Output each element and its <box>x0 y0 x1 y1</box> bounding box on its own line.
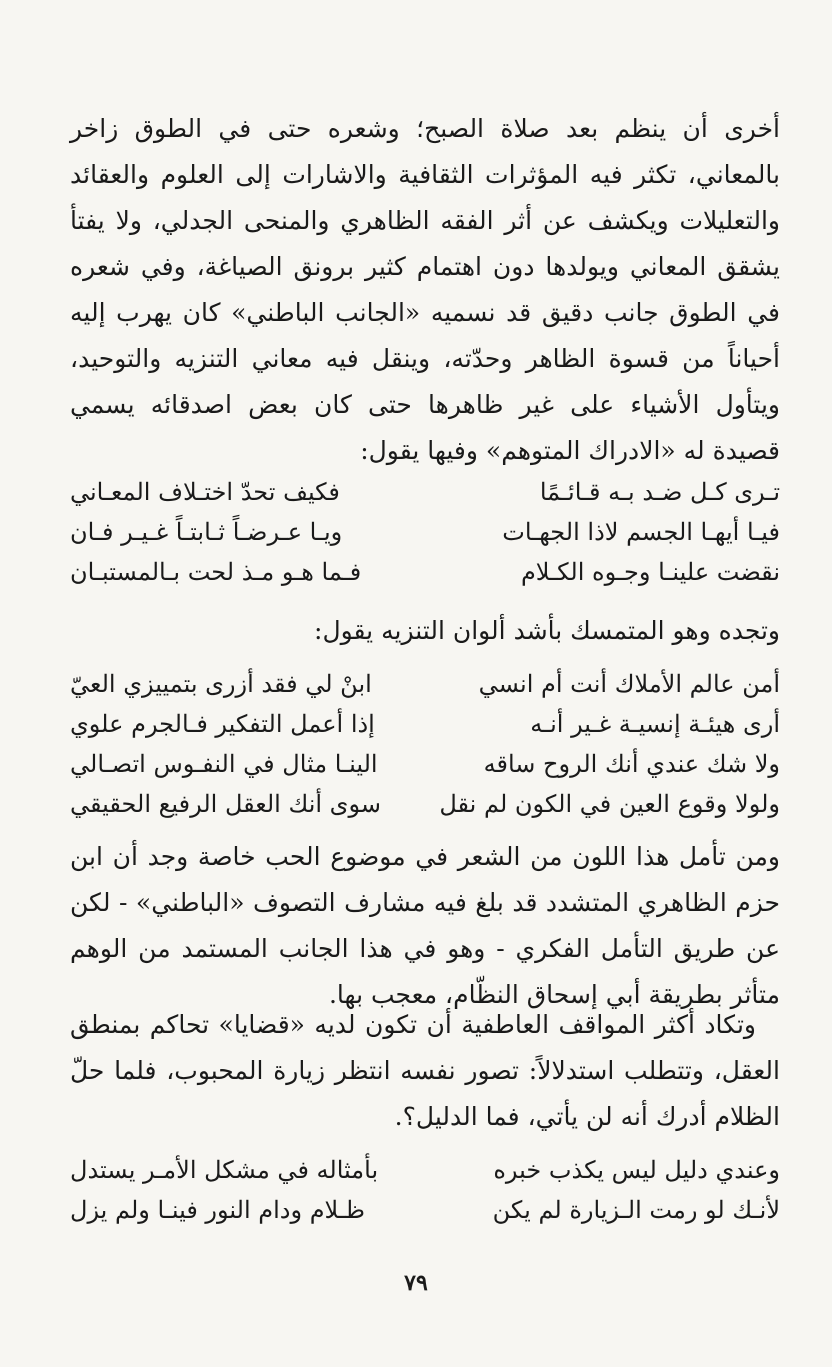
verse-hemistich-second: ابنْ لي فقد أزرى بتمييزي العيّ <box>70 670 372 698</box>
verse-line <box>70 552 780 592</box>
verse-hemistich-first: أرى هيئـة إنسيـة غـير أنـه <box>530 710 780 738</box>
verse-hemistich-second: ويـا عـرضـاً ثـابتـاً غـيـر فـان <box>70 518 343 546</box>
paragraph-text: وتجده وهو المتمسك بأشد ألوان التنزيه يقول: <box>314 616 780 645</box>
verse-block-2 <box>70 664 780 824</box>
verse-hemistich-second: سوى أنك العقل الرفيع الحقيقي <box>70 790 381 818</box>
paragraph-text: وتكاد أكثر المواقف العاطفية أن تكون لديه «قضايا» تحاكم بمنطق العقل، وتتطلب استدلالاً: تصور نفسه انتظر زيارة المحبوب، فلما حلّ الظلام أدرك أنه لن يأتي، فما الدليل؟. <box>70 1010 780 1131</box>
page-number: ٧٩ <box>404 1270 428 1296</box>
verse-hemistich-second: فـما هـو مـذ لحت بـالمستبـان <box>70 558 362 586</box>
verse-hemistich-first: فيـا أيهـا الجسم لاذا الجهـات <box>502 518 780 546</box>
verse-hemistich-first: ولا شك عندي أنك الروح ساقه <box>483 750 780 778</box>
paragraph-2 <box>70 608 780 654</box>
verse-block-1 <box>70 472 780 592</box>
verse-line <box>70 744 780 784</box>
verse-hemistich-first: أمن عالم الأملاك أنت أم انسي <box>478 670 780 698</box>
verse-hemistich-second: إذا أعمل التفكير فـالجرم علوي <box>70 710 375 738</box>
verse-hemistich-second: فكيف تحدّ اختـلاف المعـاني <box>70 478 340 506</box>
verse-hemistich-second: بأمثاله في مشكل الأمـر يستدل <box>70 1156 379 1184</box>
paragraph-text: ومن تأمل هذا اللون من الشعر في موضوع الحب خاصة وجد أن ابن حزم الظاهري المتشدد قد بلغ فيه مشارف التصوف «الباطني» - لكن عن طريق التأمل الفكري - وهو في هذا الجانب المستمد من الوهم متأثر بطريقة أبي إسحاق النظّام، معجب بها. <box>70 842 780 1009</box>
paragraph-1 <box>70 106 780 474</box>
verse-hemistich-first: ولولا وقوع العين في الكون لم نقل <box>439 790 780 818</box>
paragraph-4 <box>70 1002 780 1140</box>
paragraph-3 <box>70 834 780 1018</box>
verse-line <box>70 784 780 824</box>
verse-hemistich-first: نقضت علينـا وجـوه الكـلام <box>520 558 780 586</box>
verse-hemistich-first: تـرى كـل ضـد بـه قـائـمًا <box>539 478 780 506</box>
verse-block-3 <box>70 1150 780 1230</box>
verse-line <box>70 704 780 744</box>
verse-line <box>70 512 780 552</box>
verse-line <box>70 1150 780 1190</box>
verse-hemistich-first: وعندي دليل ليس يكذب خبره <box>493 1156 780 1184</box>
verse-hemistich-second: ظـلام ودام النور فينـا ولم يزل <box>70 1196 366 1224</box>
verse-hemistich-second: الينـا مثال في النفـوس اتصـالي <box>70 750 378 778</box>
paragraph-text: أخرى أن ينظم بعد صلاة الصبح؛ وشعره حتى في الطوق زاخر بالمعاني، تكثر فيه المؤثرات الثقافية والاشارات إلى العلوم والعقائد والتعليلات ويكشف عن أثر الفقه الظاهري والمنحى الجدلي، ولا يفتأ يشقق المعاني ويولدها دون اهتمام كثير برونق الصياغة، وفي شعره في الطوق جانب دقيق قد نسميه «الجانب الباطني» كان يهرب إليه أحياناً من قسوة الظاهر وحدّته، وينقل فيه معاني التنزيه والتوحيد، ويتأول الأشياء على غير ظاهرها حتى كان بعض اصدقائه يسمي قصيدة له «الادراك المتوهم» وفيها يقول: <box>70 114 780 465</box>
verse-line <box>70 1190 780 1230</box>
verse-hemistich-first: لأنـك لو رمت الـزيارة لم يكن <box>492 1196 780 1224</box>
verse-line <box>70 664 780 704</box>
verse-line <box>70 472 780 512</box>
